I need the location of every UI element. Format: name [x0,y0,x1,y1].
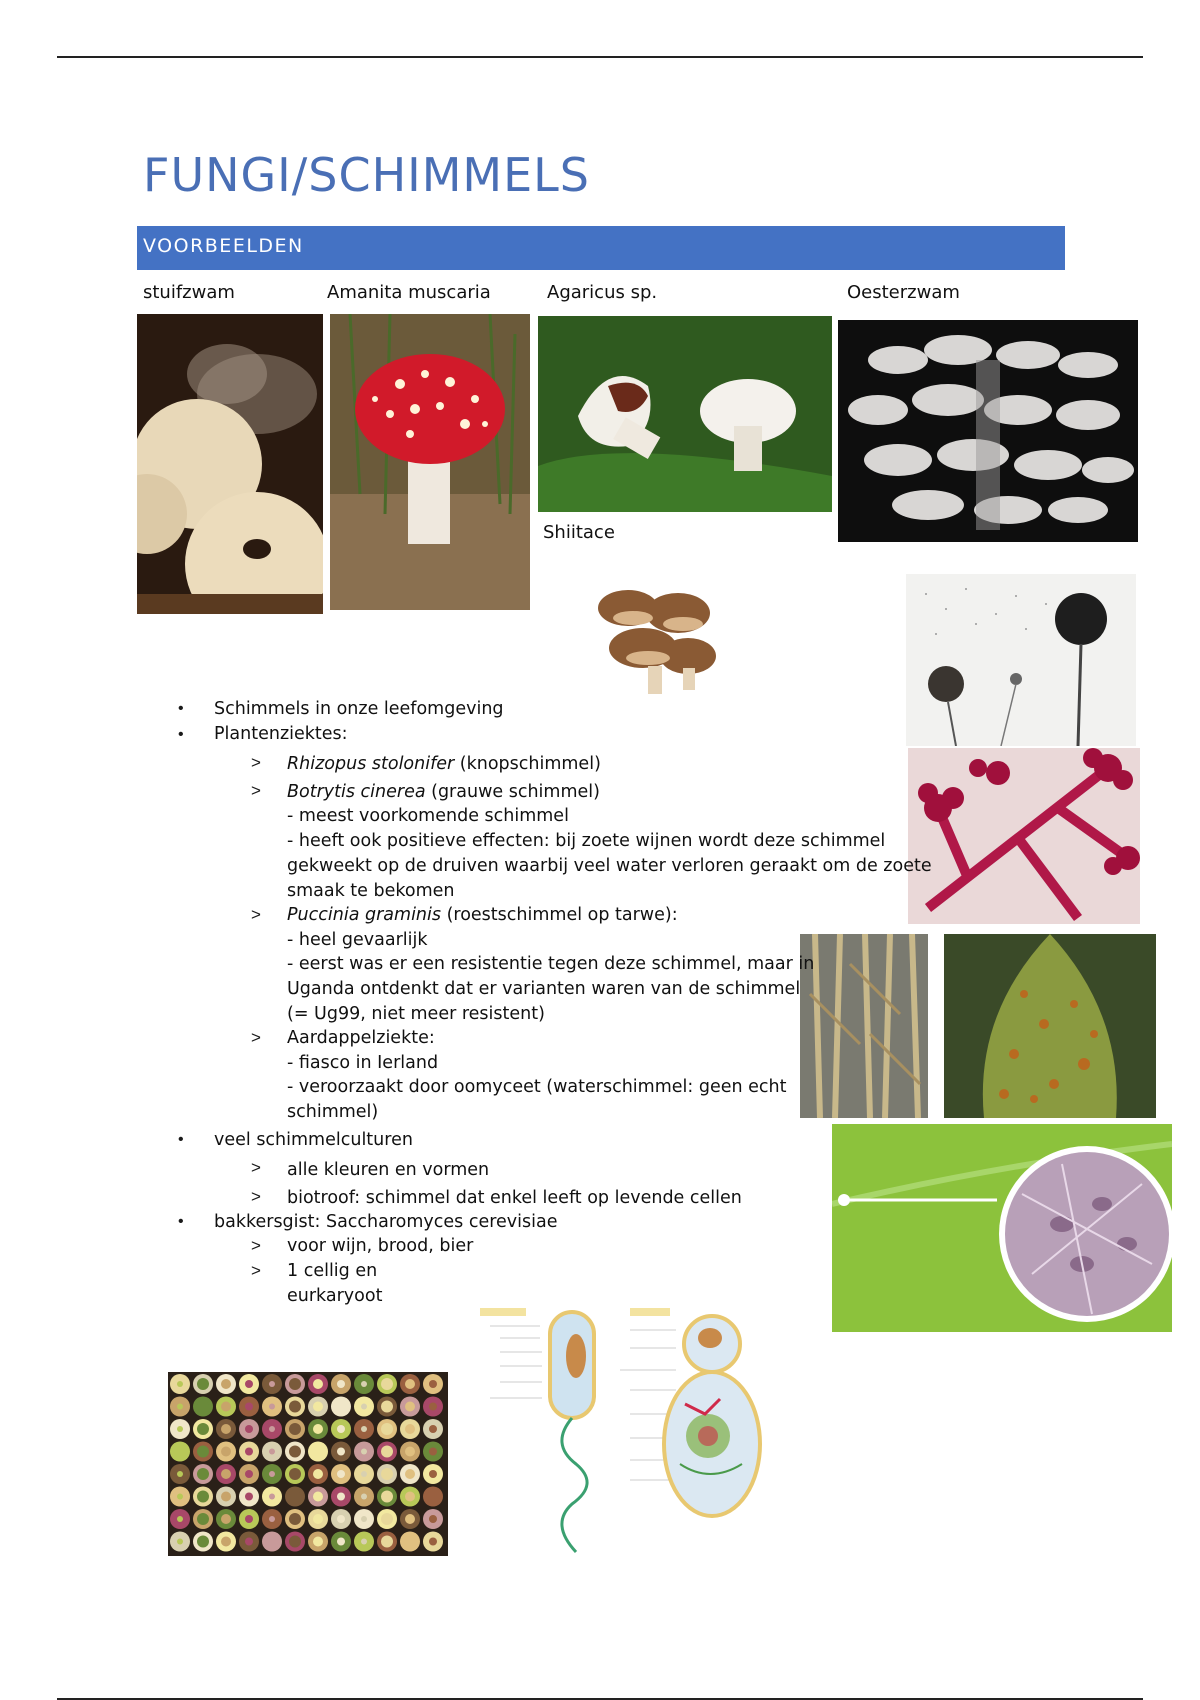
culture-colony [221,1492,231,1502]
caption-agaricus: Agaricus sp. [547,282,658,303]
culture-colony [221,1537,231,1547]
culture-colony [361,1494,367,1500]
culture-colony [269,1516,275,1522]
puccinia-stalks-photo [800,934,928,1118]
culture-colony [429,1448,437,1456]
culture-colony [289,1536,301,1548]
biotroof-line: biotroof: schimmel dat enkel leeft op levende cellen [287,1188,742,1208]
list-item-culturen: veel schimmelculturen [214,1130,413,1150]
arrow-kleuren: > [251,1158,261,1177]
culture-colony [269,1471,275,1477]
bullet-2: • [178,726,184,743]
kleuren-line: alle kleuren en vormen [287,1160,490,1180]
culture-colony [337,1470,345,1478]
section-heading: VOORBEELDEN [143,235,304,257]
culture-colony [337,1515,345,1523]
puccinia-detail-4: (= Ug99, niet meer resistent) [287,1004,545,1024]
rhizopus-name: Rhizopus stolonifer [287,754,455,774]
botrytis-detail-2: - heeft ook positieve effecten: bij zoete wijnen wordt deze schimmel [287,831,886,851]
list-item-bakkersgist: bakkersgist: Saccharomyces cerevisiae [214,1212,558,1232]
culture-colony [221,1514,231,1524]
culture-colony [313,1379,323,1389]
culture-colony [245,1515,253,1523]
culture-colony [289,1491,301,1503]
culture-colony [429,1425,437,1433]
culture-colony [177,1516,183,1522]
culture-colony [245,1493,253,1501]
culture-colony [405,1424,415,1434]
culture-colony [361,1449,367,1455]
culture-colony [221,1424,231,1434]
culture-colony [177,1539,183,1545]
agaricus-photo [538,316,832,512]
rhizopus-micrograph [906,574,1136,746]
caption-amanita: Amanita muscaria [327,282,491,303]
culture-colony [405,1514,415,1524]
culture-colony [177,1404,183,1410]
list-item-leefomgeving: Schimmels in onze leefomgeving [214,699,504,719]
culture-colony [429,1515,437,1523]
culture-colony [177,1426,183,1432]
puccinia-name: Puccinia graminis [287,905,441,925]
culture-colony [381,1536,393,1548]
culture-colony [289,1513,301,1525]
culture-colony [245,1448,253,1456]
culture-colony [381,1513,393,1525]
botrytis-name: Botrytis cinerea [287,782,426,802]
culture-colony [361,1539,367,1545]
caption-shiitace: Shiitace [543,522,615,543]
cell-diagram [480,1304,790,1556]
arrow-puccinia: > [251,905,261,924]
culture-colony [221,1379,231,1389]
botrytis-line [287,780,600,805]
cellig-line: 1 cellig en [287,1261,378,1281]
culture-colony [245,1538,253,1546]
bullet-4: • [178,1213,184,1230]
culture-colony [197,1513,209,1525]
culture-colony [313,1424,323,1434]
culture-colony [381,1468,393,1480]
culture-colony [361,1426,367,1432]
culture-colony [177,1381,183,1387]
arrow-biotroof: > [251,1187,261,1206]
page-title: FUNGI/SCHIMMELS [143,148,590,202]
botrytis-detail-1: - meest voorkomende schimmel [287,806,569,826]
culture-colony [429,1493,437,1501]
section-heading-band [137,226,1065,270]
culture-colony [197,1378,209,1390]
arrow-botrytis: > [251,781,261,800]
caption-stuifzwam: stuifzwam [143,282,235,303]
culture-colony [429,1538,437,1546]
bullet-1: • [178,700,184,717]
botrytis-detail-3: gekweekt op de druiven waarbij veel water verloren geraakt om de zoete [287,856,932,876]
culture-colony [405,1469,415,1479]
culture-colony [197,1401,209,1413]
culture-colony [289,1468,301,1480]
culture-colony [337,1448,345,1456]
culture-colony [177,1494,183,1500]
aardappel-detail-2: - veroorzaakt door oomyceet (waterschimmel: geen echt [287,1077,787,1097]
culture-colony [313,1492,323,1502]
culture-colony [381,1401,393,1413]
biotroph-leaf-photo [832,1124,1172,1332]
culture-colony [337,1403,345,1411]
culture-colony [313,1447,323,1457]
bullet-3: • [178,1131,184,1148]
oesterzwam-photo [838,320,1138,542]
culture-colony [313,1514,323,1524]
culture-colony [337,1380,345,1388]
culture-colony [245,1470,253,1478]
culture-colony [289,1401,301,1413]
puccinia-line [287,903,678,928]
culture-colony [405,1379,415,1389]
culture-colony [337,1425,345,1433]
culture-colony [269,1539,275,1545]
culture-colony [361,1404,367,1410]
culture-colony [405,1492,415,1502]
list-item-plantenziektes: Plantenziektes: [214,724,348,744]
culture-colony [245,1403,253,1411]
botrytis-rest: (grauwe schimmel) [425,782,600,802]
culture-colony [197,1468,209,1480]
culture-colony [197,1446,209,1458]
culture-colony [405,1402,415,1412]
culture-colony [221,1447,231,1457]
amanita-photo [330,314,530,610]
culture-colony [197,1423,209,1435]
culture-colony [221,1402,231,1412]
rhizopus-line [287,752,601,777]
culture-colony [381,1378,393,1390]
caption-oesterzwam: Oesterzwam [847,282,960,303]
culture-colony [269,1494,275,1500]
culture-colony [361,1471,367,1477]
culture-colony [313,1537,323,1547]
culture-colony [337,1493,345,1501]
culture-colony [429,1470,437,1478]
culture-colony [245,1425,253,1433]
culture-colony [381,1423,393,1435]
shiitake-photo [588,578,726,703]
culture-colony [197,1536,209,1548]
puccinia-rest: (roestschimmel op tarwe): [441,905,678,925]
culture-colony [337,1538,345,1546]
culture-colony [197,1491,209,1503]
top-rule [57,56,1143,58]
puccinia-detail-2: - eerst was er een resistentie tegen deze schimmel, maar in [287,954,815,974]
arrow-rhizopus: > [251,753,261,772]
aardappel-detail-1: - fiasco in Ierland [287,1053,439,1073]
arrow-cellig: > [251,1261,261,1280]
arrow-aardappel: > [251,1028,261,1047]
arrow-wijn: > [251,1236,261,1255]
culture-colony [405,1537,415,1547]
culture-colony [313,1469,323,1479]
aardappel-detail-3: schimmel) [287,1102,379,1122]
culture-colony [289,1423,301,1435]
culture-colony [177,1471,183,1477]
culture-colony [405,1447,415,1457]
culture-colony [361,1516,367,1522]
culture-colony [221,1469,231,1479]
wijn-line: voor wijn, brood, bier [287,1236,474,1256]
aardappel-line: Aardappelziekte: [287,1028,435,1048]
culture-colony [313,1402,323,1412]
culture-colony [269,1449,275,1455]
culture-colony [177,1449,183,1455]
puccinia-leaf-photo [944,934,1156,1118]
culture-colony [381,1446,393,1458]
culture-colony [381,1491,393,1503]
culture-colony [269,1426,275,1432]
culture-colony [429,1380,437,1388]
culture-plates-photo [168,1372,448,1556]
culture-colony [361,1381,367,1387]
puccinia-detail-1: - heel gevaarlijk [287,930,428,950]
culture-colony [429,1403,437,1411]
rhizopus-rest: (knopschimmel) [454,754,601,774]
botrytis-micrograph [908,748,1140,924]
eukaryoot-line: eurkaryoot [287,1286,383,1306]
culture-colony [269,1381,275,1387]
culture-colony [269,1404,275,1410]
culture-colony [289,1378,301,1390]
puffball-photo [137,314,323,614]
culture-colony [289,1446,301,1458]
botrytis-detail-4: smaak te bekomen [287,881,455,901]
culture-colony [245,1380,253,1388]
puccinia-detail-3: Uganda ontdenkt dat er varianten waren van de schimmel [287,979,801,999]
